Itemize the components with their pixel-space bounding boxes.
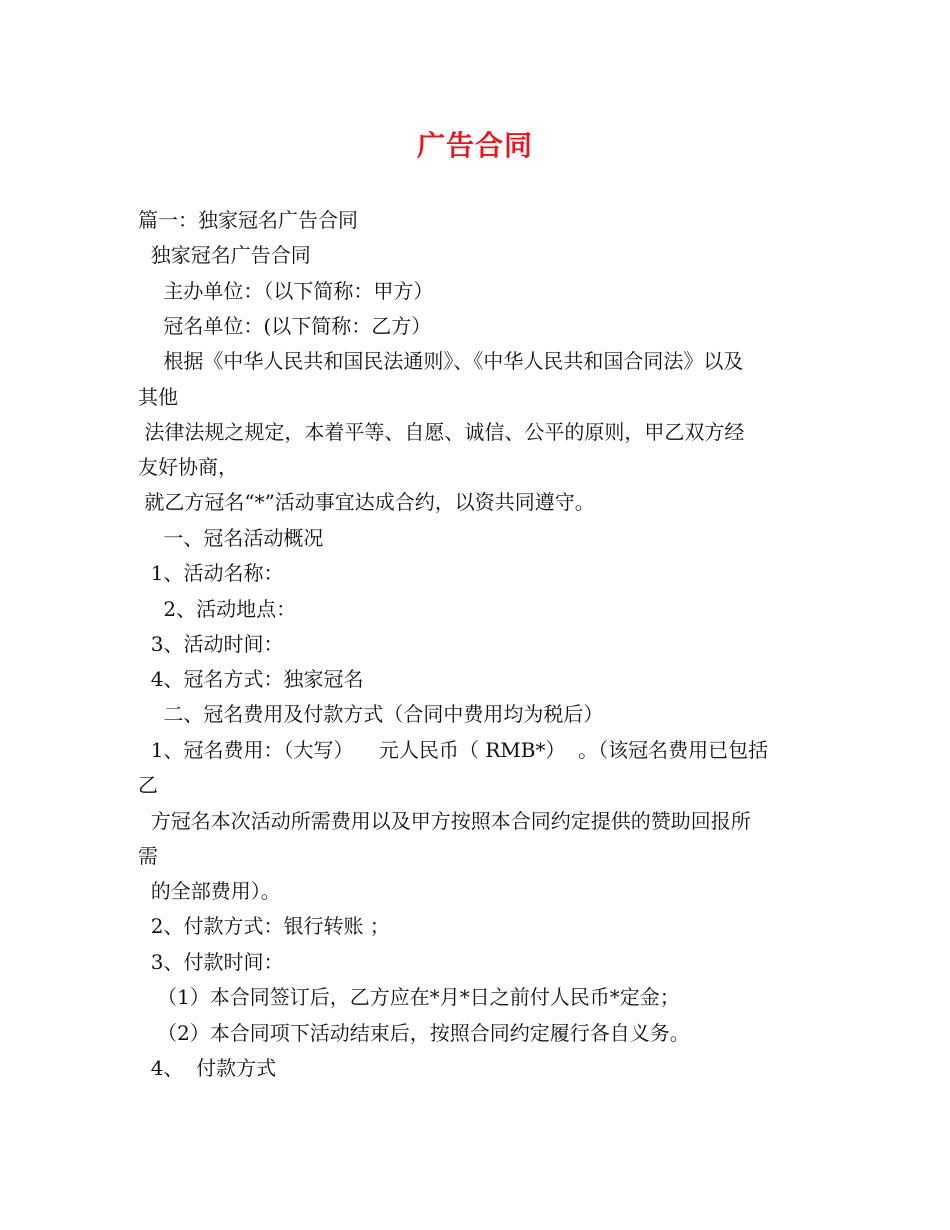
text-line: 4、冠名方式：独家冠名: [138, 667, 364, 691]
text-line: 需: [138, 844, 158, 868]
text-line: 根据《中华人民共和国民法通则》、《中华人民共和国合同法》以及: [138, 349, 744, 373]
section-heading: 二、冠名费用及付款方式（合同中费用均为税后）: [138, 702, 604, 726]
text-line: 法律法规之规定，本着平等、自愿、诚信、公平的原则，甲乙双方经: [138, 420, 745, 444]
text-line: 主办单位：（以下简称：甲方）: [138, 279, 434, 303]
text-line: 乙: [138, 773, 158, 797]
text-line: 篇一：独家冠名广告合同: [138, 208, 358, 232]
text-line: 其他: [138, 385, 178, 409]
text-line: 1、冠名费用：（大写） 元人民币（ RMB*） 。（该冠名费用已包括: [138, 738, 769, 762]
text-line: （1）本合同签订后，乙方应在*月*日之前付人民币*定金；: [138, 985, 680, 1009]
text-line: （2）本合同项下活动结束后，按照合同约定履行各自义务。: [138, 1021, 690, 1045]
text-line: 2、付款方式：银行转账 ；: [138, 914, 390, 938]
text-line: 冠名单位：(以下简称：乙方）: [138, 314, 432, 338]
text-line: 方冠名本次活动所需费用以及甲方按照本合同约定提供的赞助回报所: [138, 809, 751, 833]
section-heading: 一、冠名活动概况: [138, 526, 324, 550]
text-line: 2、活动地点：: [138, 597, 297, 621]
text-line: 3、付款时间：: [138, 950, 284, 974]
text-line: 友好协商，: [138, 455, 238, 479]
text-line: 独家冠名广告合同: [138, 243, 311, 267]
text-line: 3、活动时间：: [138, 632, 284, 656]
text-line: 的全部费用）。: [138, 879, 281, 903]
text-line: 就乙方冠名“*”活动事宜达成合约，以资共同遵守。: [138, 490, 595, 514]
document-title: 广告合同: [416, 129, 533, 162]
text-line: 1、活动名称：: [138, 561, 284, 585]
text-line: 4、 付款方式: [138, 1056, 277, 1080]
